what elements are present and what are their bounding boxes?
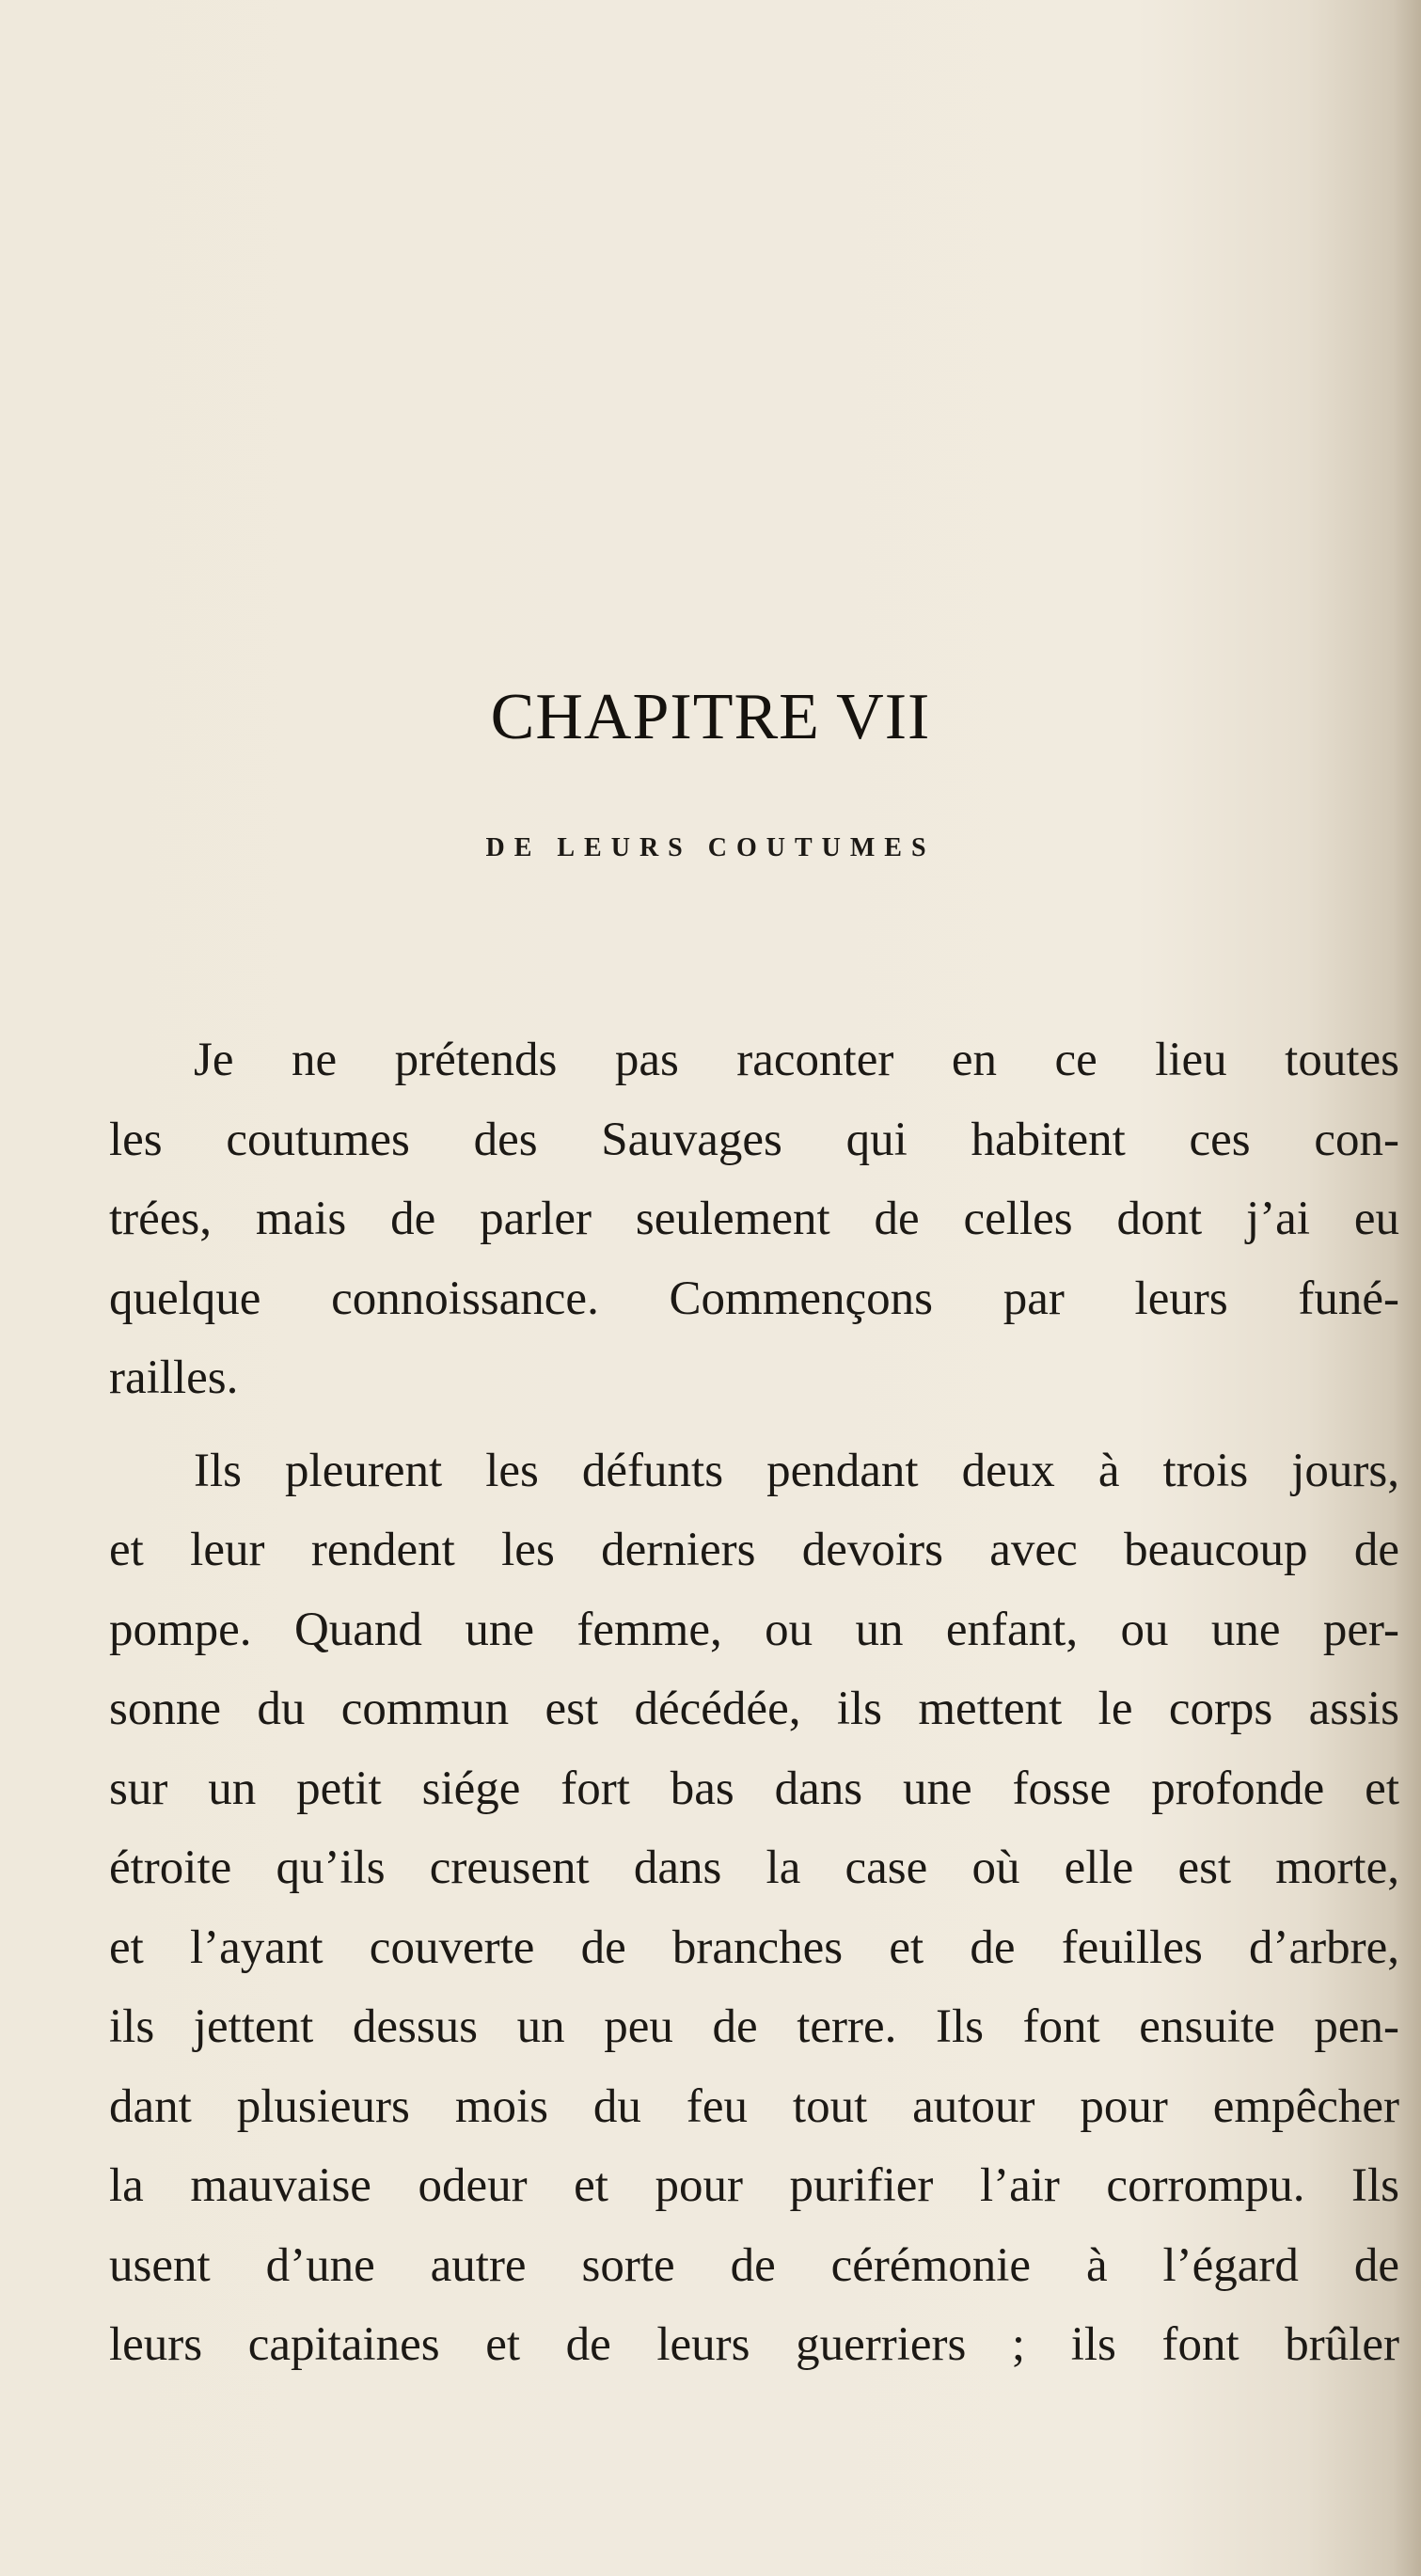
text-line: dant plusieurs mois du feu tout autour pour empêcher: [109, 2079, 1399, 2133]
chapter-subtitle: DE LEURS COUTUMES: [485, 833, 936, 862]
text-line: trées, mais de parler seulement de celles dont j’ai eu: [109, 1193, 1399, 1245]
text-line: usent d’une autre sorte de cérémonie à l’égard de: [109, 2238, 1399, 2292]
paragraph: [109, 1020, 1399, 1418]
text-line: la mauvaise odeur et pour purifier l’air corrompu. Ils: [109, 2159, 1399, 2212]
text-line: et leur rendent les derniers devoirs avec beaucoup de: [109, 1524, 1399, 1576]
text-line: et l’ayant couverte de branches et de feuilles d’arbre,: [109, 1920, 1399, 1974]
paragraph-gap: [109, 1418, 1399, 1431]
text-line: ils jettent dessus un peu de terre. Ils font ensuite pen-: [109, 2000, 1399, 2053]
text-line: étroite qu’ils creusent dans la case où elle est morte,: [109, 1841, 1399, 1894]
paragraph: [109, 1431, 1399, 2385]
text-line: railles.: [109, 1351, 239, 1404]
text-line: Je ne prétends pas raconter en ce lieu toutes: [194, 1034, 1399, 1086]
chapter-title: CHAPITRE VII: [490, 680, 931, 753]
text-line: pompe. Quand une femme, ou un enfant, ou une per-: [109, 1603, 1399, 1656]
text-line: les coutumes des Sauvages qui habitent ces con-: [109, 1113, 1399, 1166]
text-line: sur un petit siége fort bas dans une fosse profonde et: [109, 1762, 1399, 1815]
chapter-body: [109, 1020, 1399, 2385]
text-line: quelque connoissance. Commençons par leurs funé-: [109, 1272, 1399, 1325]
text-line: sonne du commun est décédée, ils mettent le corps assis: [109, 1683, 1399, 1735]
text-line: leurs capitaines et de leurs guerriers ; ils font brûler: [109, 2318, 1399, 2371]
text-line: Ils pleurent les défunts pendant deux à trois jours,: [194, 1444, 1399, 1497]
